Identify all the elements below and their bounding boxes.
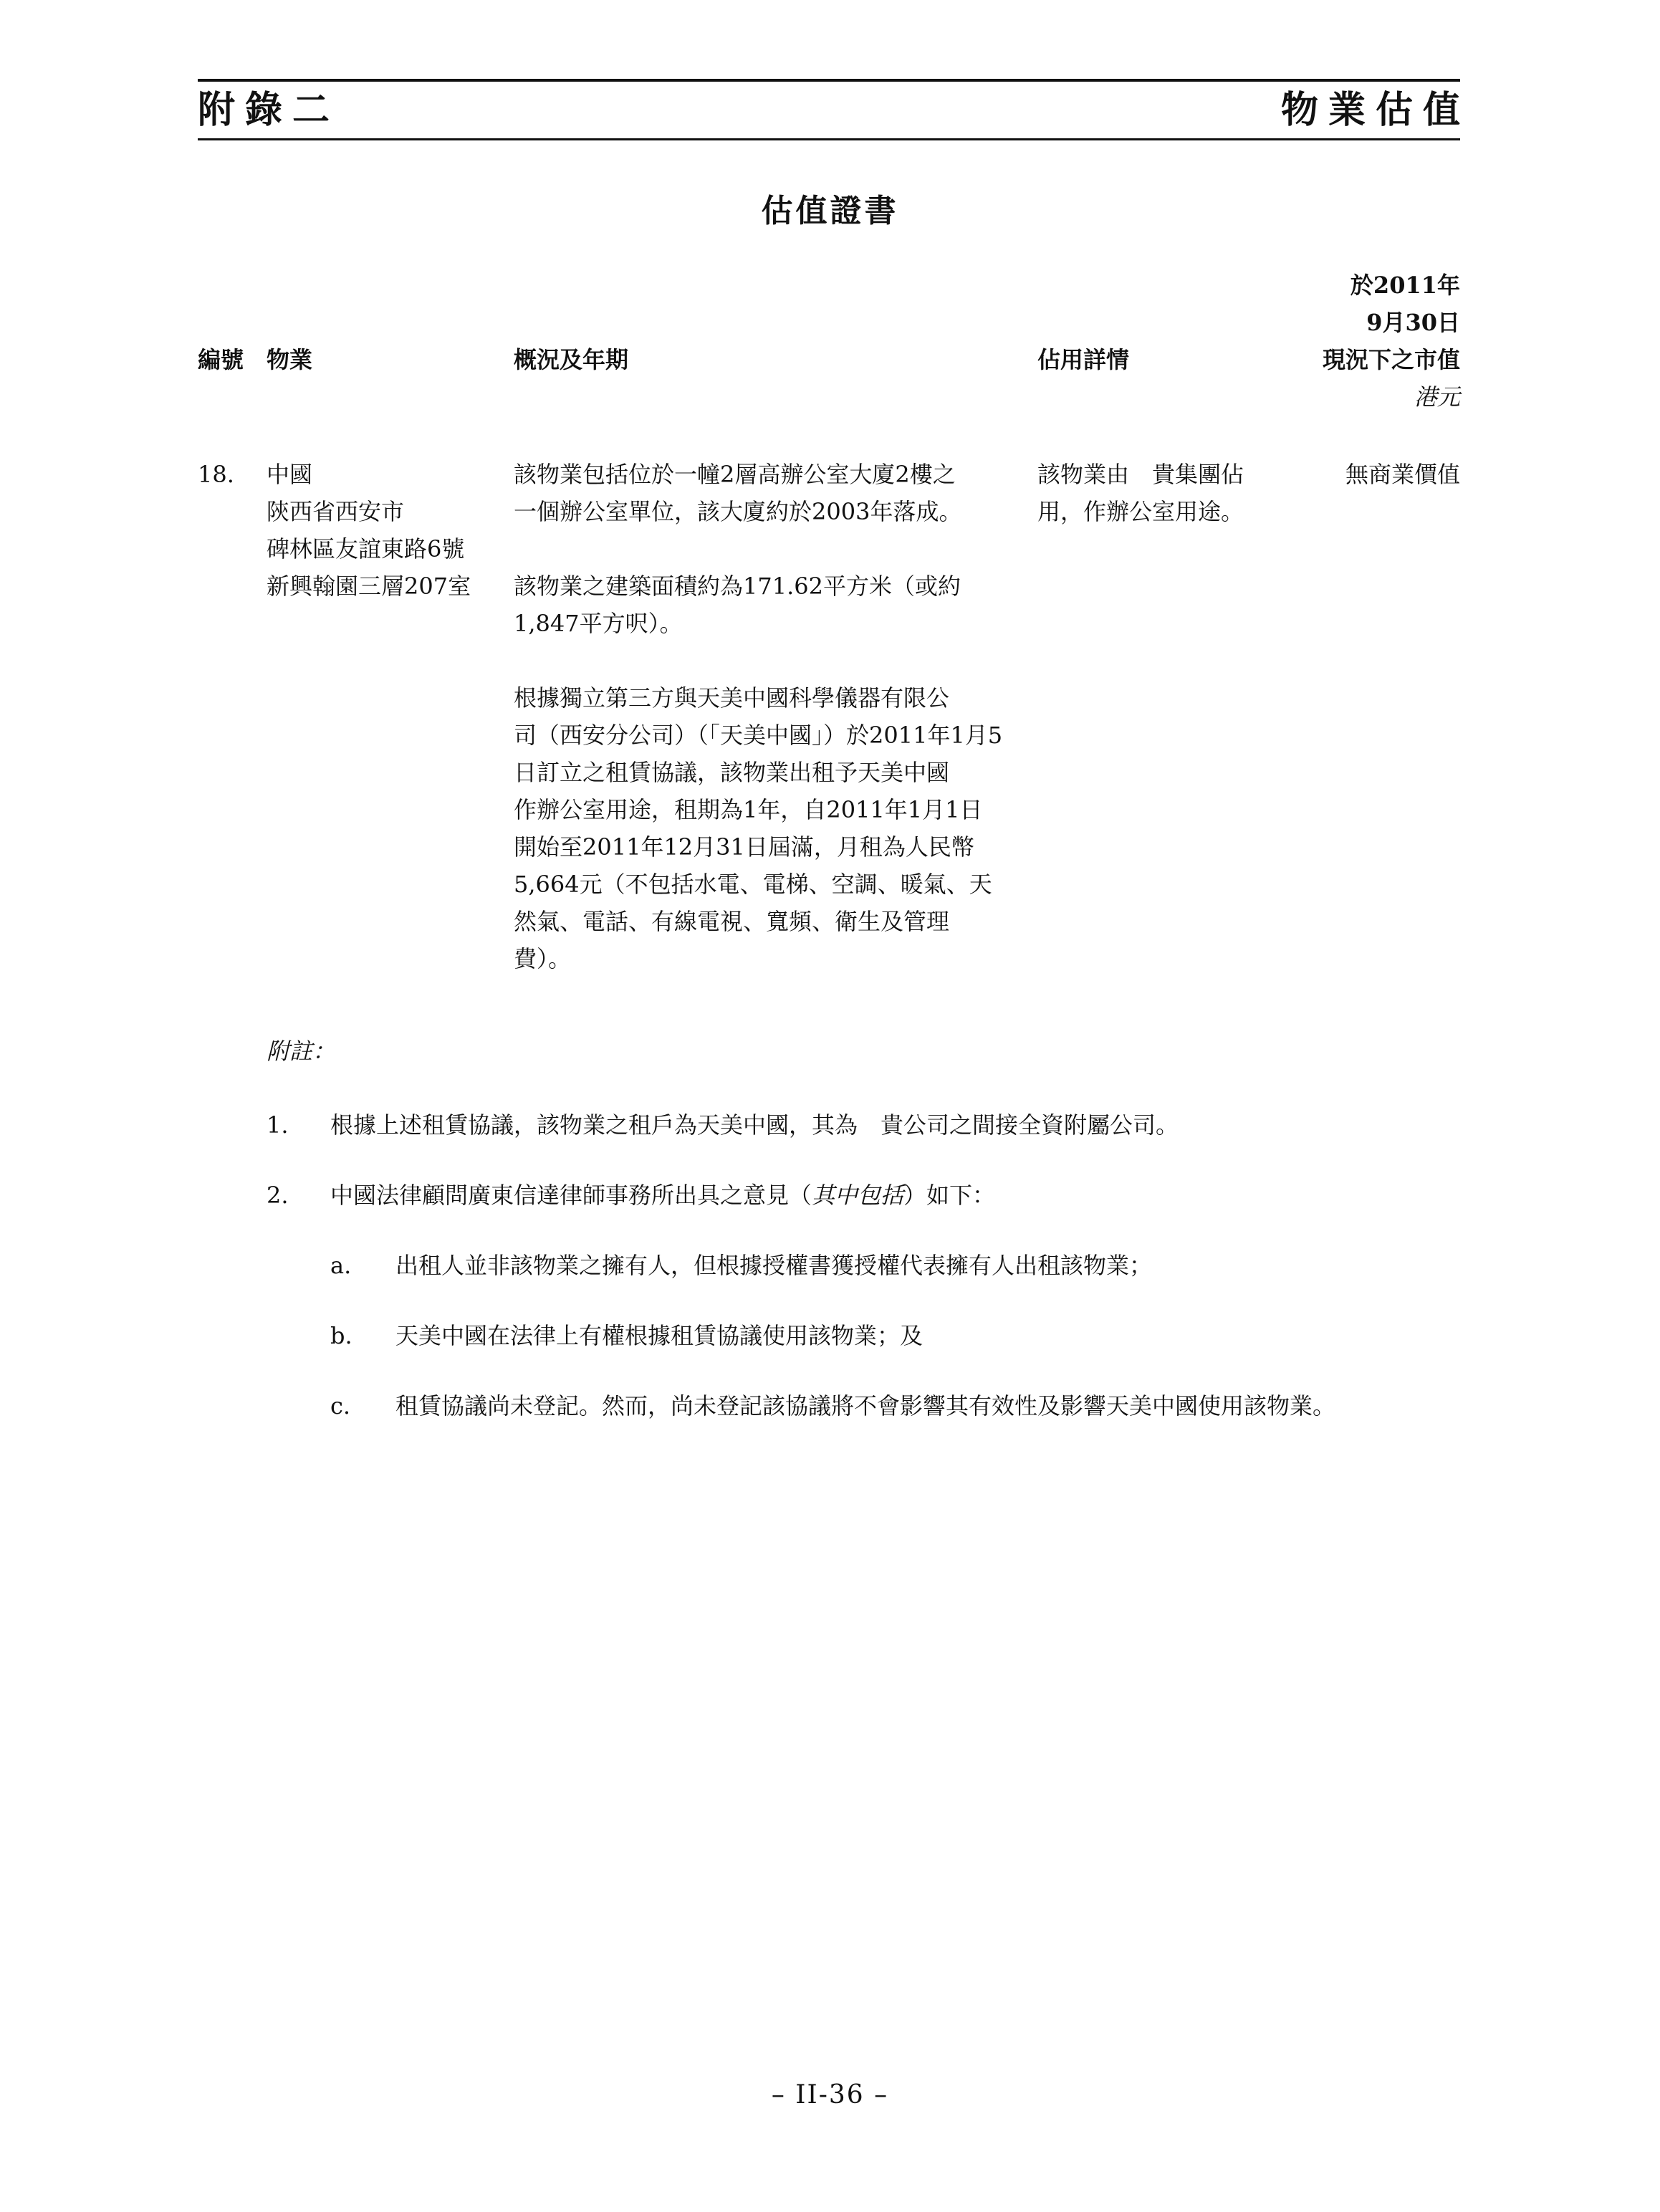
market-value: 無商業價值 bbox=[1345, 461, 1460, 488]
col-head-value-unit: 港元 bbox=[1414, 383, 1460, 411]
description-line: 1,847平方呎）。 bbox=[514, 610, 683, 637]
description-line: 費）。 bbox=[514, 945, 572, 972]
col-head-no: 編號 bbox=[198, 346, 244, 373]
sub-note-a-text: 出租人並非該物業之擁有人，但根據授權書獲授權代表擁有人出租該物業； bbox=[395, 1252, 1153, 1279]
description-line: 該物業之建築面積約為171.62平方米（或約 bbox=[514, 573, 961, 600]
occupancy-line: 該物業由 貴集團佔 bbox=[1037, 461, 1244, 488]
description-line: 作辦公室用途，租期為1年，自2011年1月1日 bbox=[514, 796, 983, 823]
property-line: 陝西省西安市 bbox=[267, 498, 405, 525]
sub-note-c-label: c. bbox=[330, 1392, 351, 1419]
property-line: 新興翰園三層207室 bbox=[267, 573, 471, 600]
occupancy-details bbox=[1037, 456, 1244, 530]
note-2-text-start: 中國法律顧問廣東信達律師事務所出具之意見（ bbox=[330, 1182, 812, 1209]
notes-heading: 附註： bbox=[267, 1038, 336, 1065]
sub-note-b-label: b. bbox=[330, 1322, 352, 1349]
property-address bbox=[267, 456, 471, 605]
col-head-occupancy: 佔用詳情 bbox=[1037, 346, 1130, 373]
sub-note-b-text: 天美中國在法律上有權根據租賃協議使用該物業；及 bbox=[395, 1322, 923, 1349]
col-head-value: 現況下之市值 bbox=[1322, 346, 1460, 373]
appendix-label: 附錄二 bbox=[198, 88, 340, 132]
sub-note-a-label: a. bbox=[330, 1252, 352, 1279]
description-line: 司（西安分公司）（「天美中國」）於2011年1月5 bbox=[514, 722, 1003, 749]
note-2-text-end: ）如下： bbox=[903, 1182, 996, 1209]
note-1-text: 根據上述租賃協議，該物業之租戶為天美中國，其為 貴公司之間接全資附屬公司。 bbox=[330, 1111, 1179, 1139]
header-top-rule bbox=[198, 79, 1460, 82]
description-line: 然氣、電話、有線電視、寬頻、衛生及管理 bbox=[514, 908, 950, 935]
description-paragraph-3 bbox=[514, 679, 1002, 977]
description-line: 該物業包括位於一幢2層高辦公室大廈2樓之 bbox=[514, 461, 956, 488]
description-line: 日訂立之租賃協議，該物業出租予天美中國 bbox=[514, 759, 950, 786]
header-bottom-rule bbox=[198, 138, 1460, 140]
col-head-property: 物業 bbox=[267, 346, 313, 373]
description-line: 開始至2011年12月31日屆滿，月租為人民幣 bbox=[514, 833, 974, 861]
description-line: 一個辦公室單位，該大廈約於2003年落成。 bbox=[514, 498, 962, 525]
description-line: 根據獨立第三方與天美中國科學儀器有限公 bbox=[514, 684, 950, 712]
occupancy-line: 用，作辦公室用途。 bbox=[1037, 498, 1244, 525]
note-1-number: 1. bbox=[267, 1111, 289, 1139]
page-title: 估值證書 bbox=[761, 193, 899, 229]
col-head-description: 概況及年期 bbox=[514, 346, 629, 373]
row-number: 18. bbox=[198, 461, 234, 488]
page-number: – II-36 – bbox=[771, 2080, 889, 2110]
note-2-number: 2. bbox=[267, 1182, 289, 1209]
col-head-value-date1: 於2011年 bbox=[1350, 272, 1460, 299]
property-line: 中國 bbox=[267, 461, 313, 488]
description-paragraph-2 bbox=[514, 568, 961, 642]
note-2-text bbox=[330, 1177, 995, 1214]
description-line: 5,664元（不包括水電、電梯、空調、暖氣、天 bbox=[514, 871, 992, 898]
property-line: 碑林區友誼東路6號 bbox=[267, 535, 465, 562]
description-paragraph-1 bbox=[514, 456, 961, 530]
note-2-text-italic: 其中包括 bbox=[812, 1182, 904, 1209]
col-head-value-date2: 9月30日 bbox=[1366, 309, 1460, 336]
section-label: 物業估值 bbox=[1280, 88, 1470, 132]
sub-note-c-text: 租賃協議尚未登記。然而，尚未登記該協議將不會影響其有效性及影響天美中國使用該物業。 bbox=[395, 1392, 1336, 1419]
